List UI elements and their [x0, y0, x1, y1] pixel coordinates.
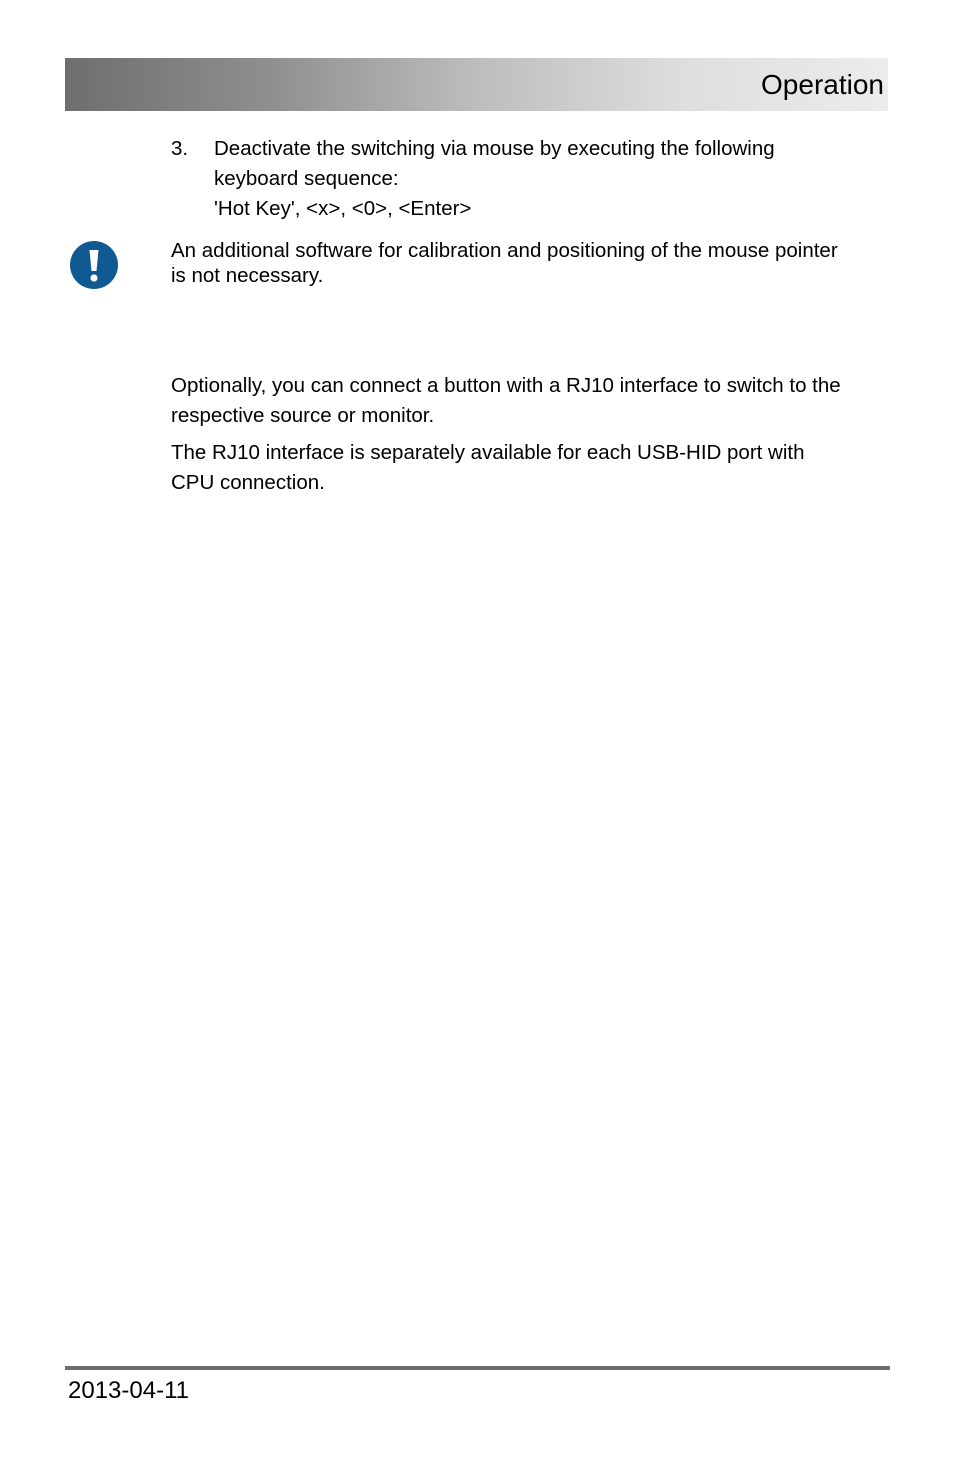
footer-date: 2013-04-11 — [68, 1377, 189, 1404]
page-header-bar — [65, 58, 888, 111]
paragraph-line: CPU connection. — [171, 471, 325, 494]
paragraph-line: The RJ10 interface is separately available for each USB-HID port with — [171, 441, 805, 464]
section-title: Operation — [761, 69, 884, 100]
step-line: Deactivate the switching via mouse by executing the following — [214, 137, 775, 160]
note-line: An additional software for calibration and positioning of the mouse pointer — [171, 239, 838, 262]
footer-divider — [65, 1366, 890, 1370]
note-text — [171, 238, 838, 288]
paragraph-rj10-availability — [171, 438, 805, 498]
step-body — [214, 134, 775, 224]
paragraph-button-connection — [171, 371, 841, 431]
paragraph-line: Optionally, you can connect a button with a RJ10 interface to switch to the — [171, 374, 841, 397]
exclamation-circle-icon — [70, 241, 118, 289]
step-line: keyboard sequence: — [214, 167, 399, 190]
step-number: 3. — [171, 137, 189, 160]
note-line: is not necessary. — [171, 264, 324, 287]
key-sequence: 'Hot Key', <x>, <0>, <Enter> — [214, 197, 472, 220]
paragraph-line: respective source or monitor. — [171, 404, 435, 427]
